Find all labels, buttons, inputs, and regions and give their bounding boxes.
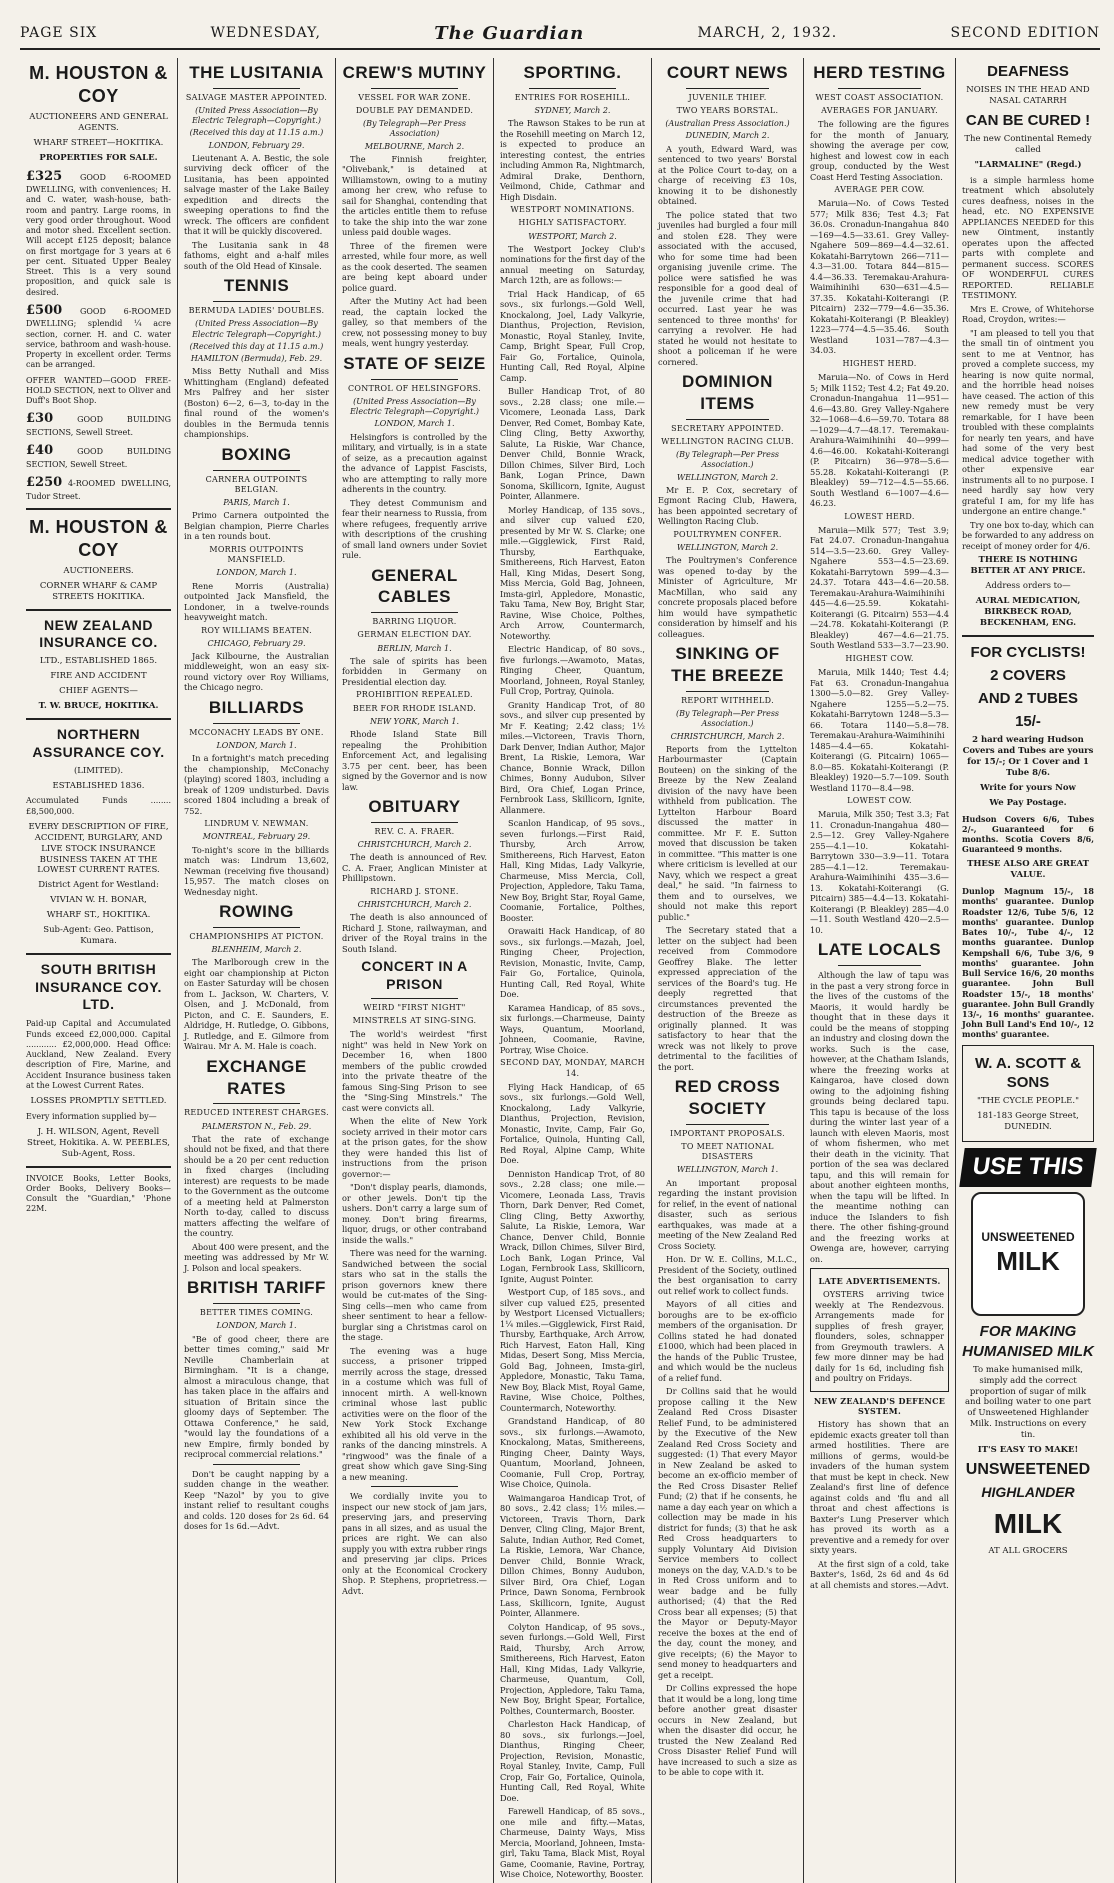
dominion-sub1: SECRETARY APPOINTED.	[671, 423, 784, 433]
redcross-p3: Mayors of all cities and boroughs are to be ex-officio members of the organisation. Dr Collins stated he had donated £1000, which had been placed in the hands of the Public Trustee, and which would be the nucleus of a relief fund.	[658, 1299, 797, 1383]
northern-est: ESTABLISHED 1836.	[52, 780, 145, 791]
sport-p14: Grandstand Handicap, of 80 sovs., six furlongs.—Awamoto, Knockalong, Matas, Smithereens, Ringing Cheer, Dainty Ways, Quantum, Moorland, Johneen, Coomanie, Full Crop, Portray, Wise Choice, Quinola.	[500, 1416, 645, 1490]
prop-1-price: £325	[26, 168, 63, 184]
lusitania-recv: (Received this day at 11.15 a.m.)	[189, 128, 324, 138]
prop-5-price: £250	[26, 474, 63, 490]
locals-p1: Although the law of tapu was in the past a very strong force in the lives of the customs of the Maoris, it would hardly be thought that in these days it could be the means of stopping an industry and closing down the works. Such is the case, however, at the Chatham Islands, where the freezing works at Kaingaroa, have closed down owing to the adjoining fishing grounds being declared tapu. This tapu is because of the loss during the winter last year of a launch with eleven Maoris, most of whom fishermen, who met their death in the vicinity. That portion of the sea was declared tapu, and this will remain for about another eighteen months, when the tapu will be lifted. In the meantime nothing can induce the Islanders to fish there. The other fishing-ground and the freezing works at Owenga are, however, carrying on.	[810, 970, 950, 1264]
sport-p6: Electric Handicap, of 80 sovs., five furlongs.—Awamoto, Matas, Ringing Cheer, Quantum, Moorland, Johneen, Royal Stanley, Full Crop, Portray, Quinola.	[500, 644, 645, 697]
herd-sub6: HIGHEST COW.	[845, 653, 914, 663]
invoice-ad: INVOICE Books, Letter Books, Order Books, Delivery Books—Consult the "Guardian," 'Phone 22M.	[26, 1173, 171, 1214]
southbr-title: SOUTH BRITISH INSURANCE COY. LTD.	[35, 960, 162, 1013]
boxing-sub: CARNERA OUTPOINTS BELGIAN.	[205, 474, 308, 494]
divider	[686, 691, 769, 692]
prison-p3: "Don't display pearls, diamonds, or other jewels. Don't tip the ushers. Don't carry a large sum of money. Don't bring firearms, liquor, drugs, or other contraband inside the walls."	[342, 1182, 487, 1245]
southbr-losses: LOSSES PROMPTLY SETTLED.	[30, 1095, 167, 1106]
obit-dateline1: CHRISTCHURCH, March 2.	[357, 840, 472, 849]
deaf-name: "LARMALINE" (Regd.)	[974, 159, 1082, 170]
houston-sub1: AUCTIONEERS AND GENERAL AGENTS.	[29, 112, 168, 133]
sport-p9: Orawaiti Hack Handicap, of 80 sovs., six furlongs.—Mazah, Joel, Ringing Cheer, Projection, Revision, Monastic, Invite, Camp, Fair Go, Fortalice, Quinola, Hunting Call, Red Royal, White Doe.	[500, 926, 645, 1000]
divider	[213, 927, 300, 928]
deaf-remedy: The new Continental Remedy called	[964, 134, 1092, 155]
mutiny-p2: Three of the firemen were arrested, while four more, as well as the cook deserted. The seamen are being kept aboard under police guard.	[342, 240, 487, 293]
boxing-dateline3: CHICAGO, February 29.	[207, 638, 306, 648]
prop-1-text: GOOD 6-ROOMED DWELLING, with conveniences; H. and C. water, wash-house, bath-room and pantry. Large rooms, in very good order throughout. Wood and motor shed. Excellent section. Will accept £125 deposit; balance on first mortgage for 3 years at 6 per cent. Situated Upper Bealey Street. This is a very sound proposition, and quick sale is desired.	[26, 172, 172, 297]
milk-brand3: MILK	[993, 1508, 1063, 1540]
cables-p2: Rhode Island State Bill repealing the Prohibition Enforcement Act, and legalising 3.75 per cent. beer, has been signed by the Governor and is now law.	[342, 729, 487, 792]
defence-p1: History has shown that an epidemic exacts greater toll than armed hostilities. There are millions of germs, would-be invaders of the human system that must be kept in check. New Zealand's first line of defence against colds and 'flu and all throat and chest affections is Baxter's Lung Preserver which has proved its worth as a preventive and a remedy for over sixty years.	[810, 1419, 949, 1556]
divider	[26, 609, 171, 611]
tennis-credit: (United Press Association—By Electric Telegraph—Copyright.)	[191, 319, 322, 339]
sport-p5: Morley Handicap, of 135 sovs., and silver cup valued £20, presented by Mr W. S. Clarke; one mile.—Gigglewick, First Raid, Thursby, Earthquake, Smithereens, Rich Harvest, Eaton Hall, King Midas, Desert Song, Miss Mercia, Gold Bag, Johneen, Imsta-girl, Appledore, Monastic, Taku Tama, New Boy, Bright Star, Ravine, Wise Choice, Polthes, Arch Arrow, Countermarch, Noteworthy.	[500, 504, 645, 641]
milk-easy: IT'S EASY TO MAKE!	[977, 1444, 1079, 1455]
deaf-p1: is a simple harmless home treatment which absolutely cures deafness, noises in the head, etc. NO EXPENSIVE APPLIANCES NEEDED for this new Ointment, instantly operates upon the affected parts with complete and permanent success. SCORES OF WONDERFUL CURES REPORTED. RELIABLE TESTIMONY.	[962, 174, 1094, 301]
divider	[213, 1464, 300, 1465]
sport-p12: Denniston Handicap Trot, of 80 sovs., 2.28 class; one mile.—Vicomere, Leonada Lass, Travis Thorn, Dark Denver, Red Comet, Cling Cling, Betty Axworthy, Salute, La Riskie, Lemora, War Chance, Denver Child, Bonnie Wrack, Dillon Chimes, Silver Bird, Loch Bank, Logan Prince, Val Logan, Fernbrook Lass, Skillicorn, Ignite, August Pointer.	[500, 1168, 645, 1284]
sport-p2: The Westport Jockey Club's nominations for the first day of the annual meeting on Saturday, March 12th, are as follows:—	[500, 243, 645, 286]
houston-title: M. HOUSTON & COY	[29, 63, 168, 107]
exchange-p2: About 400 were present, and the meeting was addressed by Mr W. J. Polson and local speakers.	[184, 1241, 329, 1273]
cyc-l1: 2 COVERS	[990, 666, 1066, 684]
herd-sub3: AVERAGE PER COW.	[834, 185, 925, 195]
prop-3-text: GOOD BUILDING SECTIONS, Sewell Street.	[26, 415, 171, 437]
scott-address: 181-183 George Street, DUNEDIN.	[977, 1110, 1079, 1132]
billiards-sub: MCCONACHY LEADS BY ONE.	[189, 727, 324, 737]
mutiny-p3: After the Mutiny Act had been read, the captain locked the galley, so that members of the crew, not possessing money to buy meals, went hungry yesterday.	[342, 296, 487, 349]
sport-p8: Scanlon Handicap, of 95 sovs., seven furlongs.—First Raid, Thursby, Arch Arrow, Smithereens, Rich Harvest, Eaton Hall, King Midas, Lady Valkyrie, Charmeuse, Miss Mercia, Coll, Projection, Appledore, Taku Tama, New Boy, Bright Star, Royal Game, Coomanie, Fortalice, Polthes, Booster.	[500, 818, 645, 923]
herd-sub1: WEST COAST ASSOCIATION.	[815, 92, 944, 102]
tariff-dateline: LONDON, March 1.	[216, 1321, 297, 1331]
prison-sub2: MINSTRELS AT SING-SING.	[352, 1016, 477, 1026]
divider	[371, 379, 458, 380]
offer-text: OFFER WANTED—GOOD FREE-HOLD SECTION, next to Oliver and Duff's Boot Shop.	[26, 375, 171, 406]
divider	[213, 1303, 300, 1304]
cyc-p2: Write for yours Now	[980, 782, 1076, 793]
cables-dateline1: BERLIN, March 1.	[377, 643, 452, 653]
day-label: WEDNESDAY,	[210, 25, 322, 41]
divider	[962, 635, 1094, 637]
defence-p2: At the first sign of a cold, take Baxter's, 1s6d, 2s 6d and 4s 6d at all chemists and stores.—Advt.	[810, 1558, 949, 1590]
sport-dateline2: WESTPORT, March 2.	[528, 231, 617, 241]
sport-p1: The Rawson Stakes to be run at the Rosehill meeting on March 12, is expected to produce an interesting contest, the entries including Ammon Ra, Nightmarch, Admiral Drake, Denthorn, Veilmond, Chide, Cathmar and High Disdain.	[500, 118, 645, 202]
mutiny-sub1: VESSEL FOR WAR ZONE.	[358, 92, 471, 102]
rowing-dateline: BLENHEIM, March 2.	[211, 945, 302, 955]
sport-dateline: SYDNEY, March 2.	[534, 105, 611, 115]
sport-p18: Farewell Handicap, of 85 sovs., one mile and fifty.—Matas, Charmeuse, Dainty Ways, Miss Mercia, Moorland, Johneen, Imsta-girl, Taku Tama, Black Mist, Royal Game, Coomanie, Ravine, Portray, Wise Choice, Noteworthy, Booster.	[500, 1806, 645, 1880]
deaf-p3: "I am pleased to tell you that the small tin of ointment you sent to me at Ventnor, has proved a complete success, my hearing is now quite normal, and the horrible head noises have ceased. The action of this new remedy must be very remarkable, for I have been troubled with these complaints for nearly ten years, and have had some of the very best medical advice together with other expensive ear instruments all to no purpose. I need hardly say how very grateful I am, for my life has undergone an entire change."	[962, 327, 1094, 517]
herd-high: Maruia—No. of Cows in Herd 5; Milk 1152; Test 4.2; Fat 49.20. Cronadun-Inangahua 11—951—4.6—43.80. Grey Valley-Ngahere 32—1068—4.6—59.70. Totara 88—1029—4.7—48.17. Teremakau-Arahura-Waimihinihi 40—999—4.6—46.00. Kokatahi-Koiterangi (P. Pitcairn) 36—978—5.6—55.28. Kokatahi-Koiterangi (P. Bleakley) 59—712—4.5—55.66. South Westland 6—1007—4.6—46.23.	[810, 372, 949, 509]
tennis-title: TENNIS	[223, 276, 290, 296]
breeze-credit: (By Telegraph—Per Press Association.)	[675, 709, 780, 729]
rowing-title: ROWING	[219, 902, 294, 922]
tennis-dateline: HAMILTON (Bermuda), Feb. 29.	[190, 354, 323, 364]
cyc-p4: Hudson Covers 6/6, Tubes 2/-, Guaranteed for 6 months. Scotia Covers 8/6, Guaranteed 9 months.	[962, 813, 1094, 855]
divider	[838, 965, 921, 966]
cables-title: GENERAL CABLES	[371, 565, 458, 607]
breeze-p2: The Secretary stated that a letter on the subject had been received from Commodore Geoffrey Blake. The letter expressed appreciation of the services of the Board's tug. He deeply regretted that circumstances prevented the destruction of the Breeze as originally planned. It was satisfactory to hear that the wreck was not likely to prove detrimental to the facilities of the port.	[658, 925, 797, 1072]
cables-dateline2: NEW YORK, March 1.	[369, 716, 460, 726]
column-1	[20, 58, 178, 1883]
court-sub2: TWO YEARS BORSTAL.	[676, 105, 779, 115]
tariff-sub: BETTER TIMES COMING.	[199, 1308, 314, 1318]
divider	[529, 88, 616, 89]
herd-sub2: AVERAGES FOR JANUARY.	[821, 105, 938, 115]
herd-sub5: LOWEST HERD.	[844, 511, 915, 521]
tennis-sub: BERMUDA LADIES' DOUBLES.	[188, 306, 325, 316]
billiards-dateline2: MONTREAL, February 29.	[202, 832, 311, 842]
seize-dateline: LONDON, March 1.	[374, 419, 455, 429]
lusitania-p2: The Lusitania sank in 48 fathoms, eight and a-half miles south of the Old Head of Kinsale.	[184, 239, 329, 271]
column-4	[494, 58, 652, 1883]
deaf-cure: CAN BE CURED !	[965, 111, 1091, 129]
dominion-p1: Mr E. P. Cox, secretary of Egmont Racing Club, Hawera, has been appointed secretary of Wellington Racing Club.	[658, 484, 797, 527]
redcross-p4: Dr Collins said that he would propose calling it the New Zealand Red Cross Disaster Relief Fund, to be administered by the Executive of the New Zealand Red Cross Society and suggested: (1) That every Mayor in New Zealand be asked to become an ex-officio member of the Red Cross Disaster Relief Fund; (2) that if he consents, he name a day each year on which a collection may be made in his district for funds; (3) that he ask Red Cross headquarters to supply Voluntary Aid Division Service members to collect moneys on the day, V.A.D.'s to be in Red Cross uniform and to wear badge and be fully authorised; (4) that the Red Cross bear all expenses; (5) that the Mayor or Deputy-Mayor receive the boxes at the end of the day, count the money, and give receipts; (6) the Mayor to send money to headquarters and get a receipt.	[658, 1386, 797, 1680]
rowing-sub: CHAMPIONSHIPS AT PICTON.	[189, 931, 324, 941]
boxing-p2: Rene Morris (Australia) outpointed Jack Mansfield, the Londoner, in a twelve-rounds heavyweight match.	[184, 580, 329, 622]
seize-credit: (United Press Association—By Electric Telegraph—Copyright.)	[349, 396, 480, 417]
prop-4	[26, 443, 171, 470]
obit-p2: The death is also announced of Richard J. Stone, railwayman, and driver of the Royal trains in the South Island.	[342, 912, 487, 954]
sport-p16: Colyton Handicap, of 95 sovs., seven furlongs.—Gold Well, First Raid, Thursby, Arch Arrow, Smithereens, Rich Harvest, Eaton Hall, King Midas, Lady Valkyrie, Charmeuse, Quantum, Coll, Projection, Appledore, Taku Tama, New Boy, Bright Spear, Fortalice, Polthes, Countermarch, Booster.	[500, 1621, 645, 1716]
props-title: PROPERTIES FOR SALE.	[39, 152, 158, 163]
divider	[213, 470, 300, 471]
divider	[213, 723, 300, 724]
court-dateline: DUNEDIN, March 2.	[685, 131, 770, 141]
sport-p17: Charleston Hack Handicap, of 80 sovs., six furlongs.—Joel, Dianthus, Ringing Cheer, Projection, Revision, Monastic, Royal Stanley, Invite, Camp, Full Crop, Fair Go, Fortalice, Quinola, Hunting Call, Red Royal, White Doe.	[500, 1719, 645, 1803]
late-ads-box	[810, 1268, 949, 1392]
scott-sub: "THE CYCLE PEOPLE."	[977, 1096, 1079, 1107]
prop-2	[26, 303, 171, 371]
masthead	[20, 18, 1100, 50]
exchange-p1: That the rate of exchange should not be fixed, and that there should be a 20 per cent reduction in fixed charges (including interest) are requests to be made to the Government as the outcome of a meeting held at Palmerston North to-day, called to discuss matters affecting the welfare of the country.	[184, 1133, 329, 1239]
divider	[686, 1124, 769, 1125]
divider	[686, 419, 769, 420]
lusitania-title: THE LUSITANIA	[189, 63, 324, 82]
herd-title: HERD TESTING	[813, 63, 946, 82]
boxing-title: BOXING	[221, 444, 292, 464]
cyc-p3: We Pay Postage.	[989, 797, 1067, 808]
locals-title: LATE LOCALS	[817, 940, 942, 960]
sport-sub4: SECOND DAY, MONDAY, MARCH 14.	[500, 1058, 645, 1078]
obit-p1: The death is announced of Rev. C. A. Fraer, Anglican Minister at Phillipstown.	[342, 852, 487, 884]
deaf-p5: THERE IS NOTHING BETTER AT ANY PRICE.	[970, 555, 1086, 577]
northern-funds: Accumulated Funds ........ £8,500,000.	[26, 796, 171, 816]
page-columns	[20, 58, 1100, 1880]
dominion-p2: The Poultrymen's Conference was opened to-day by the Minister of Agriculture, Mr MacMillan, who said any concrete proposals placed before him would have sympathetic consideration by himself and his colleagues.	[658, 555, 797, 639]
herd-avg: Maruia—No. of Cows Tested 577; Milk 836; Test 4.3; Fat 36.0s. Cronadun-Inangahua 840—169—4.5—33.61. Grey Valley-Ngahere 509—869—4.4—32.61. Kokatahi-Barrytown 266—711—4.3—31.00. Totara 844—815—4.4—36.33. Teremakau-Arahura-Waimihinihi 630—631—4.5—37.35. Kokatahi-Koiterangi (P. Pitcairn) 232—779—4.6—35.36. Kokatahi-Koiterangi (P. Bleakley) 1223—774—4.5—35.46. South Westland 1031—787—4.3—34.03.	[810, 198, 949, 356]
rowing-p1: The Marlborough crew in the eight oar championship at Picton on Easter Saturday will be chosen from L. Jackson, W. Charters, V. Olsen, and J. McDonald, from Picton, and C. E. Saunders, E. Aldridge, H. Rutledge, O. Gibbons, J. Rutledge, and E. Gilmore from Wairau. Mr A. M. Hale is coach.	[184, 957, 329, 1052]
mutiny-credit: (By Telegraph—Per Press Association)	[362, 119, 467, 139]
lusitania-sub: SALVAGE MASTER APPOINTED.	[185, 92, 328, 102]
prison-p5: The evening was a huge success, a prisoner tripped merrily across the stage, dressed in a costume which was full of innocent mirth. A well-known criminal whose last public activities were on the floor of the New York Stock Exchange exhibited all his old verve in the ranks of the dancing minstrels. A "ringwood" was the finale of a great show which gave Sing-Sing a new meaning.	[342, 1345, 487, 1482]
divider	[371, 1486, 458, 1487]
billiards-title: BILLIARDS	[208, 697, 305, 717]
houston-sub2: WHARF STREET—HOKITIKA.	[33, 137, 164, 148]
milk-can-label2: MILK	[996, 1246, 1060, 1277]
prison-p4: There was need for the warning. Sandwiched between the social stars who sat in the stalls the prison governors knew there would be cut-mates of the Sing-Sing cells—men who came from sheer sentiment to hear a fellow-burglar sing a Christmas carol on the stage.	[342, 1248, 487, 1343]
milk-can-label1: UNSWEETENED	[981, 1230, 1075, 1245]
page-number: PAGE SIX	[20, 25, 98, 41]
column-2	[178, 58, 336, 1883]
divider	[26, 1166, 171, 1168]
milk-brand1: UNSWEETENED	[965, 1460, 1091, 1478]
nzins-title: NEW ZEALAND INSURANCE CO.	[39, 616, 158, 651]
billiards-sub2: LINDRUM V. NEWMAN.	[204, 819, 309, 829]
nzins-fire: FIRE AND ACCIDENT	[50, 671, 147, 682]
divider	[213, 1103, 300, 1104]
sport-sub3: HIGHLY SATISFACTORY.	[518, 218, 627, 228]
prop-2-price: £500	[26, 302, 63, 318]
scott-title: W. A. SCOTT & SONS	[974, 1054, 1082, 1091]
herd-hcow: Maruia, Milk 1440; Test 4.4; Fat 63. Cronadun-Inangahua 1300—5.0—82. Grey Valley-Ngahere 1255—5.2—75. Kokatahi-Barrytown 1248—5.3—66. Totara 1140—5.8—78. Teremakau-Arahura-Waimihinihi 1485—4.4—65. Kokatahi-Koiterangi (G. Pitcairn) 1065—8.0—85. Kokatahi-Koiterangi (P. Bleakley) 1920—5.7—109. South Westland 1170—8.4—98.	[810, 667, 949, 793]
prison-ad: We cordially invite you to inspect our new stock of jam jars, preserving jars, and preserving pans in all sizes, and as usual the prices are right. We can also supply you with extra rubber rings and preserving jar clips. Prices only at the Economical Crockery Shop. P. Stephens, proprietress.—Advt.	[342, 1491, 487, 1596]
milk-p1: To make humanised milk, simply add the correct proportion of sugar of milk and boiling water to one part of Unsweetened Highlander Milk. Instructions on every tin.	[964, 1364, 1092, 1441]
prop-5-text: 4-ROOMED DWELLING, Tudor Street.	[26, 478, 171, 501]
cyc-list: Dunlop Magnum 15/-, 18 months' guarantee. Dunlop Roadster 12/6, Tube 5/6, 12 months' guarantee. Dunlop Bates 10/-, Tube 4/-, 12 months guarantee. Dunlop Kempshall 6/6, Tube 3/6, 9 months' guarantee. John Bull Service 16/6, 20 months guarantee. John Bull Roadster 15/-, 18 months' guarantee. John Bull Grandly 13/-, 16 months' guarantee. John Bull Land's End 10/-, 12 months' guarantee.	[962, 886, 1094, 1040]
dominion-title: DOMINION ITEMS	[682, 372, 773, 413]
prop-5	[26, 475, 171, 502]
column-3	[336, 58, 494, 1883]
cyc-l2: AND 2 TUBES	[977, 689, 1078, 707]
latead-title: LATE ADVERTISEMENTS.	[818, 1276, 941, 1287]
boxing-sub2: MORRIS OUTPOINTS MANSFIELD.	[209, 544, 304, 565]
southbr-agent: J. H. WILSON, Agent, Revell Street, Hokitika. A. W. PEEBLES, Sub-Agent, Ross.	[27, 1127, 170, 1159]
redcross-p1: An important proposal regarding the instant provision for relief, in the event of national disaster, such as serious earthquakes, was made at a meeting of the New Zealand Red Cross Society.	[658, 1177, 797, 1251]
herd-sub7: LOWEST COW.	[847, 796, 912, 806]
dominion-dateline2: WELLINGTON, March 2.	[676, 543, 779, 553]
nzins-sub: LTD., ESTABLISHED 1865.	[39, 656, 158, 667]
breeze-p1: Reports from the Lyttelton Harbourmaster (Captain Bouteen) on the sinking of the Breeze by the New Zealand division of the navy have been withheld from publication. The Lyttelton Harbour Board discussed the matter in committee. Mr F. E. Sutton moved that discussion be taken in committee. "This matter is one where criticism is levelled at our Navy, which we respect a great deal," he said. "In fairness to them and to ourselves, we should not make this report public."	[658, 743, 797, 922]
column-7	[956, 58, 1100, 1883]
milk-grocers: AT ALL GROCERS	[988, 1546, 1068, 1556]
dominion-sub2: WELLINGTON RACING CLUB.	[661, 436, 794, 446]
seize-p1: Helsingfors is controlled by the military, and virtually, is in a state of seize, as a precaution against the advance of Lappist Fascists, who are attempting to rally more adherents in the country.	[342, 431, 487, 495]
tariff-ad: Don't be caught napping by a sudden change in the weather. Keep "Nazol" by you to give instant relief to resultant coughs and colds. 120 doses for 2s 6d. 64 doses for 1s 6d.—Advt.	[184, 1468, 329, 1532]
northern-agent2: VIVIAN W. H. BONAR,	[50, 895, 147, 906]
sport-p4: Buller Handicap Trot, of 80 sovs., 2.28 class; one mile.—Vicomere, Leonada Lass, Dark Denver, Red Comet, Bombay Kate, Cling Cling, Betty Axworthy, Salute, La Riskie, War Chance, Denver Child, Bonnie Wrack, Dillon Chimes, Silver Bird, Loch Bank, Logan Prince, Dawn Sonoma, Skillicorn, Ignite, August Pointer, Allanmere.	[500, 386, 645, 502]
northern-desc: EVERY DESCRIPTION OF FIRE, ACCIDENT, BURGLARY, AND LIVE STOCK INSURANCE BUSINESS TAKEN AT THE LOWEST CURRENT RATES.	[28, 821, 169, 876]
column-6	[804, 58, 956, 1883]
cyc-price: 15/-	[1015, 713, 1041, 731]
tariff-p1: "Be of good cheer, there are better times coming," said Mr Neville Chamberlain at Birmingham. "It is a change, almost a miraculous change, that has taken place in the affairs and situation of Britain since the gloomy days of September. The Ottawa Conference," he said, "would lay the foundations of a new Empire, firmly bonded by reciprocal commercial relations."	[184, 1333, 329, 1460]
herd-low: Maruia—Milk 577; Test 3.9; Fat 24.07. Cronadun-Inangahua 514—3.5—23.60. Grey Valley-Ngahere 553—4.5—23.69. Kokatahi-Barrytown 599—4.3—24.37. Totara 443—4.6—20.58. Teremakau-Arahura-Waimihinihi 445—4.6—25.59. Kokatahi-Koiterangi (G. Pitcairn) 553—4.4—24.78. Kokatahi-Koiterangi (P. Bleakley) 467—4.6—21.75. South Westland 533—3.7—23.90.	[810, 524, 949, 651]
nzins-agent: T. W. BRUCE, HOKITIKA.	[38, 700, 159, 711]
scott-box	[962, 1045, 1094, 1142]
redcross-title: RED CROSS SOCIETY	[674, 1077, 781, 1119]
redcross-sub1: IMPORTANT PROPOSALS.	[670, 1128, 785, 1138]
prison-title: CONCERT IN A PRISON	[361, 958, 468, 993]
herd-lcow: Maruia, Milk 350; Test 3.3; Fat 11. Cronadun-Inangahua 480—2.5—12. Grey Valley-Ngahere 255—4.1—10. Kokatahi-Barrytown 330—3.9—11. Totara 285—4.1—12. Teremakau-Arahura-Waimihinihi 435—3.6—13. Kokatahi-Koiterangi (G. Pitcairn) 385—4.4—13. Kokatahi-Koiterangi (P. Bleakley) 285—4.0—11. South Westland 420—2.5—10.	[810, 809, 949, 935]
tariff-title: BRITISH TARIFF	[187, 1278, 326, 1298]
divider	[371, 822, 458, 823]
prison-p1: The world's weirdest "first night" was held in New York on December 16, when 1800 members of the public crowded into the private theatre of the famous Sing-Sing Prison to see the "Sing-Sing Minstrels." The cast were convicts all.	[342, 1029, 487, 1113]
northern-agent1: District Agent for Westland:	[38, 880, 159, 891]
lusitania-p1: Lieutenant A. A. Bestic, the sole surviving deck officer of the Lusitania, has been appointed salvage master of the Lake Bailey expedition and directs the sweeping operations to find the wreck. The officers are confident that it will be quickly discovered.	[184, 152, 329, 237]
redcross-p5: Dr Collins expressed the hope that it would be a long, long time before another great disaster occurs in New Zealand, but when the disaster did occur, he trusted the New Zealand Red Cross Disaster Relief Fund will have increased to such a size as to be able to cope with it.	[658, 1683, 797, 1778]
court-p1: A youth, Edward Ward, was sentenced to two years' Borstal at the Police Court to-day, on a charge of receiving £3 10s, knowing it to be dishonestly obtained.	[658, 143, 797, 207]
deaf-sub: NOISES IN THE HEAD AND NASAL CATARRH	[966, 85, 1090, 107]
herd-p1: The following are the figures for the month of January, showing the average per cow, highest and lowest cow in each group, conducted by the West Coast Herd Testing Association.	[810, 119, 949, 182]
sport-p3: Trial Hack Handicap, of 65 sovs., six furlongs.—Gold Well, Knockalong, Joel, Lady Valkyrie, Dianthus, Projection, Revision, Monastic, Royal Stanley, Invite, Camp, Bright Spear, Full Crop, Fair Go, Fortalice, Quinola, Hunting Call, Red Royal, Alpine Camp.	[500, 288, 645, 383]
houston2-sub2: CORNER WHARF & CAMP STREETS HOKITIKA.	[39, 580, 158, 602]
obit-title: OBITUARY	[368, 797, 461, 817]
boxing-p3: Jack Kilbourne, the Australian middleweight, won an easy six-round victory over Roy Williams, the Chicago negro.	[184, 650, 329, 693]
exchange-sub: REDUCED INTEREST CHARGES.	[184, 1108, 329, 1118]
obit-dateline2: CHRISTCHURCH, March 2.	[357, 899, 472, 909]
billiards-p1: In a fortnight's match preceding the championship, McConachy (playing) scored 1803, including a break of 1209 undisturbed. Davis scored 1804 including a break of 752.	[184, 753, 329, 816]
deaf-p4: Try one box to-day, which can be forwarded to any address on receipt of money order for 4/6.	[962, 519, 1094, 551]
prop-4-text: GOOD BUILDING SECTION, Sewell Street.	[26, 447, 171, 469]
mutiny-title: CREW'S MUTINY	[342, 63, 487, 82]
milk-brand2: HIGHLANDER	[981, 1484, 1075, 1501]
cables-p1: The sale of spirits has been forbidden in Germany on Presidential election day.	[342, 655, 487, 687]
cables-sub1: BARRING LIQUOR.	[372, 617, 457, 627]
breeze-title: SINKING OF THE BREEZE	[671, 644, 784, 686]
mutiny-p1: The Finnish freighter, "Olivebank," is detained at Williamstown, owing to a mutiny among her crew, who refuse to sail for Shanghai, contending that the articles entitle them to refuse to take the ship into the war zone unless paid double wages.	[342, 153, 487, 238]
dominion-sub3: POULTRYMEN CONFER.	[673, 529, 782, 539]
northern-agent4: Sub-Agent: Geo. Pattison, Kumara.	[43, 924, 154, 946]
deaf-title: DEAFNESS	[987, 63, 1069, 80]
date-label: MARCH, 2, 1932.	[697, 25, 838, 41]
herd-sub4: HIGHEST HERD.	[842, 358, 917, 368]
redcross-p2: Hon. Dr W. E. Collins, M.L.C., President of the Society, outlined the best organisation to carry out relief work to collect funds.	[658, 1254, 797, 1296]
divider	[26, 718, 171, 720]
milk-use-banner: USE THIS	[959, 1148, 1096, 1187]
breeze-sub: REPORT WITHHELD.	[681, 695, 774, 705]
prop-3	[26, 411, 171, 438]
divider	[213, 88, 300, 89]
northern-title: NORTHERN ASSURANCE COY.	[32, 725, 165, 760]
defence-title: NEW ZEALAND'S DEFENCE SYSTEM.	[813, 1395, 946, 1417]
southbr-cap: Paid-up Capital and Accumulated Funds exceed £2,000,000. Capital ............ £2,000,000. Head Office: Auckland, New Zealand. Every description of Fire, Marine, and Accident Insurance business taken at the Lowest Current Rates.	[26, 1019, 171, 1090]
sport-sub: ENTRIES FOR ROSEHILL.	[514, 92, 631, 102]
lusitania-dateline: LONDON, February 29.	[208, 140, 305, 150]
obit-sub2: RICHARD J. STONE.	[370, 886, 459, 896]
seize-p2: They detest Communism and fear their nearness to Russia, from where refugees, frequently arrive with descriptions of the crushing of small land owners under Soviet rule.	[342, 497, 487, 561]
divider	[686, 88, 769, 89]
court-credit: (Australian Press Association.)	[665, 119, 790, 129]
deaf-p2: Mrs E. Crowe, of Whitehorse Road, Croydon, writes:—	[962, 303, 1094, 325]
exchange-dateline: PALMERSTON N., Feb. 29.	[201, 1121, 312, 1131]
divider	[26, 953, 171, 955]
edition-label: SECOND EDITION	[950, 25, 1100, 41]
houston2-sub1: AUCTIONEERS.	[63, 565, 134, 576]
mutiny-dateline: MELBOURNE, March 2.	[364, 141, 465, 151]
divider	[838, 88, 921, 89]
column-5	[652, 58, 804, 1883]
boxing-dateline2: LONDON, March 1.	[216, 568, 297, 578]
dominion-dateline1: WELLINGTON, March 2.	[676, 472, 779, 482]
mutiny-sub2: DOUBLE PAY DEMANDED.	[355, 105, 474, 115]
prop-2-text: GOOD 6-ROOMED DWELLING; splendid ¼ acre section, corner. H. and C. water service, bathroom and wash-house. Property in excellent order. Terms can be arranged.	[26, 306, 172, 370]
latead-p1: OYSTERS arriving twice weekly at The Rendezvous. Arrangements made for supplies of fresh grayer, flounders, soles, schnapper from Greymouth trawlers. A few more dinner may be had daily for 1s 6d, including fish and poultry on Fridays.	[815, 1289, 944, 1384]
seize-title: STATE OF SEIZE	[343, 353, 486, 373]
prison-p2: When the elite of New York society arrived in their motor cars at the prison gates, for the show they were handed this list of instructions from the prison governor:—	[342, 1116, 487, 1179]
boxing-sub3: ROY WILLIAMS BEATEN.	[201, 625, 312, 635]
cyc-sub: THESE ALSO ARE GREAT VALUE.	[967, 859, 1089, 881]
billiards-p2: To-night's score in the billiards match was: Lindrum 13,602, Newman (receiving five thousand) 15,957. The match closes on Wednesday night.	[184, 844, 329, 897]
nzins-agents: CHIEF AGENTS—	[59, 686, 138, 697]
cables-sub4: BEER FOR RHODE ISLAND.	[352, 703, 477, 713]
sport-p7: Granity Handicap Trot, of 80 sovs., and silver cup presented by Mr F. Keating; 2.42 class; 1½ miles.—Victoreen, Travis Thorn, Dark Denver, Indian Author, Major Brent, La Riskie, Lemora, War Chance, Bonnie Wrack, Dillon Chimes, Bonny Audubon, Silver Bird, Ora Chief, Logan Prince, Fernbrook Lass, Skillicorn, Ignite, Allanmere.	[500, 699, 645, 815]
lusitania-credit: (United Press Association—By Electric Telegraph—Copyright.)	[191, 105, 322, 126]
boxing-dateline: PARIS, March 1.	[223, 498, 290, 508]
court-title: COURT NEWS	[666, 63, 789, 82]
sport-p11: Flying Hack Handicap, of 65 sovs., six furlongs.—Gold Well, Knockalong, Lady Valkyrie, Dianthus, Projection, Revision, Monastic, Invite, Camp, Fair Go, Fortalice, Quinola, Hunting Call, Red Royal, Alpine Camp, White Doe.	[500, 1081, 645, 1166]
sport-p15: Waimangaroa Handicap Trot, of 80 sovs., 2.42 class; 1½ miles.—Victoreen, Travis Thorn, Dark Denver, Cling Cling, Major Brent, Salute, Indian Author, Red Comet, La Riskie, Lemora, War Chance, Denver Child, Bonnie Wrack, Dillon Chimes, Bonny Audubon, Silver Bird, Ora Chief, Logan Prince, Dawn Sonoma, Fernbrook Lass, Skillicorn, Ignite, August Pointer, Allanmere.	[500, 1492, 645, 1619]
paper-title: The Guardian	[434, 22, 585, 44]
exchange-title: EXCHANGE RATES	[206, 1056, 307, 1098]
sport-p10: Karamea Handicap, of 85 sovs., six furlongs.—Charmeuse, Dainty Ways, Quantum, Moorland, Johneen, Coomanie, Ravine, Portray, Wise Choice.	[500, 1002, 645, 1055]
southbr-info: Every information supplied by—	[26, 1111, 157, 1121]
redcross-sub2: TO MEET NATIONAL DISASTERS	[681, 1142, 774, 1162]
tennis-p1: Miss Betty Nuthall and Miss Whittingham (England) defeated Mrs Palfrey and her sister (Boston) 6—2, 6—3, to-day in the final round of the women's doubles in the Bermuda tennis championships.	[184, 366, 329, 440]
redcross-dateline: WELLINGTON, March 1.	[676, 1165, 779, 1175]
cyc-title: FOR CYCLISTS!	[970, 643, 1086, 661]
divider	[26, 508, 171, 510]
prop-3-price: £30	[26, 411, 54, 427]
seize-sub: CONTROL OF HELSINGFORS.	[347, 383, 482, 393]
milk-can-image	[971, 1192, 1085, 1316]
divider	[371, 612, 458, 613]
prison-sub1: WEIRD "FIRST NIGHT"	[363, 1003, 466, 1013]
divider	[213, 301, 300, 302]
court-sub1: JUVENILE THIEF.	[688, 92, 767, 102]
houston2-title: M. HOUSTON & COY	[29, 516, 168, 560]
breeze-dateline: CHRISTCHURCH, March 2.	[670, 731, 785, 741]
tennis-recv: (Received this day at 11.15 a.m.)	[189, 341, 324, 351]
cables-sub2: GERMAN ELECTION DAY.	[357, 630, 472, 640]
prop-4-price: £40	[26, 443, 54, 459]
sport-title: SPORTING.	[523, 63, 622, 82]
billiards-dateline: LONDON, March 1.	[216, 740, 297, 750]
deaf-address: AURAL MEDICATION, BIRKBECK ROAD, BECKENHAM, ENG.	[975, 595, 1081, 628]
milk-making: FOR MAKING HUMANISED MILK	[962, 1323, 1094, 1360]
cables-sub3: PROHIBITION REPEALED.	[356, 690, 473, 700]
boxing-p1: Primo Carnera outpointed the Belgian champion, Pierre Charles in a ten rounds bout.	[184, 510, 329, 542]
northern-sub: (LIMITED).	[73, 765, 124, 776]
divider	[371, 88, 458, 89]
northern-agent3: WHARF ST., HOKITIKA.	[46, 910, 151, 920]
court-p2: The police stated that two juveniles had burgled a four mill and stolen £28. They were associated with the accused, who for some time had been organising juvenile crime. The police were satisfied he was responsible for a good deal of the juvenile crime that had occurred. Last year he was sentenced to three months' for carrying a revolver. He had stated he would not hesitate to shoot a policeman if he were cornered.	[658, 209, 797, 367]
cyc-p1: 2 hard wearing Hudson Covers and Tubes are yours for 15/-; Or 1 Cover and 1 Tube 8/6.	[962, 735, 1094, 778]
divider	[371, 998, 458, 999]
sport-sub2: WESTPORT NOMINATIONS.	[510, 205, 635, 215]
deaf-p6: Address orders to—	[985, 581, 1071, 591]
dominion-credit: (By Telegraph—Per Press Association.)	[675, 450, 780, 470]
sport-p13: Westport Cup, of 185 sovs., and silver cup valued £25, presented by Westport Licensed Victuallers; 1¼ miles.—Gigglewick, First Raid, Thursby, Earthquake, Arch Arrow, Rich Harvest, Eaton Hall, King Midas, Desert Song, Miss Mercia, Gold Bag, Johneen, Imsta-girl, Appledore, Monastic, Taku Tama, New Boy, Black Mist, Royal Game, Ravine, Wise Choice, Polthes, Countermarch, Noteworthy.	[500, 1287, 645, 1413]
prop-1	[26, 169, 171, 298]
obit-sub1: REV. C. A. FRAER.	[374, 826, 455, 836]
